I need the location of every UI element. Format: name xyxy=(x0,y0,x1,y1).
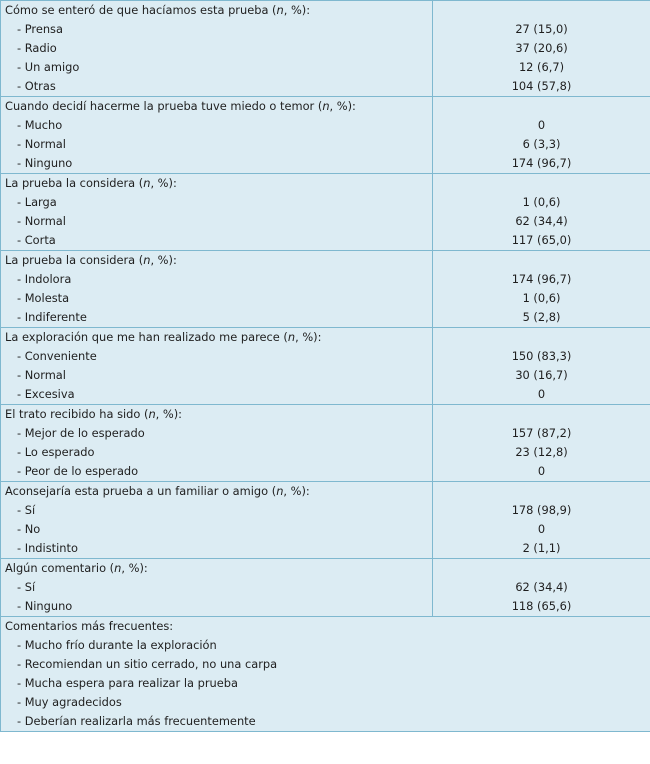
section-header-row xyxy=(1,405,650,425)
section-value-empty xyxy=(433,405,650,425)
section-title-suffix: , %): xyxy=(329,99,356,113)
table-row xyxy=(1,116,650,135)
row-value: 178 (98,9) xyxy=(433,501,650,520)
row-label: - Ninguno xyxy=(1,154,433,174)
row-label: - Larga xyxy=(1,193,433,212)
row-label: - Indistinto xyxy=(1,539,433,559)
row-label: - Sí xyxy=(1,501,433,520)
n-symbol: n xyxy=(114,561,122,575)
table-row xyxy=(1,135,650,154)
row-label: - No xyxy=(1,520,433,539)
row-value: 104 (57,8) xyxy=(433,77,650,97)
row-value: 0 xyxy=(433,116,650,135)
section-header-row xyxy=(1,97,650,117)
row-value: 6 (3,3) xyxy=(433,135,650,154)
comment-text: - Deberían realizarla más frecuentemente xyxy=(1,712,650,732)
n-symbol: n xyxy=(322,99,330,113)
row-label: - Sí xyxy=(1,578,433,597)
row-value: 157 (87,2) xyxy=(433,424,650,443)
table-row xyxy=(1,231,650,251)
n-symbol: n xyxy=(143,176,151,190)
section-title-text: La exploración que me han realizado me parece ( xyxy=(5,330,288,344)
section-title xyxy=(1,405,433,425)
row-value: 174 (96,7) xyxy=(433,270,650,289)
row-label: - Corta xyxy=(1,231,433,251)
table-row xyxy=(1,20,650,39)
section-header-row xyxy=(1,328,650,348)
section-title-suffix: , %): xyxy=(150,176,177,190)
row-label: - Normal xyxy=(1,212,433,231)
row-value: 62 (34,4) xyxy=(433,212,650,231)
row-value: 117 (65,0) xyxy=(433,231,650,251)
n-symbol: n xyxy=(287,330,296,344)
section-header-row xyxy=(1,251,650,271)
table-row xyxy=(1,193,650,212)
row-value: 0 xyxy=(433,385,650,405)
section-title xyxy=(1,328,433,348)
comment-row xyxy=(1,693,650,712)
row-label: - Conveniente xyxy=(1,347,433,366)
n-symbol: n xyxy=(148,407,156,421)
n-symbol: n xyxy=(276,3,284,17)
comment-row xyxy=(1,655,650,674)
n-symbol: n xyxy=(276,484,284,498)
row-label: - Otras xyxy=(1,77,433,97)
table-row xyxy=(1,58,650,77)
table-row xyxy=(1,270,650,289)
table-row xyxy=(1,385,650,405)
row-value: 5 (2,8) xyxy=(433,308,650,328)
section-value-empty xyxy=(433,482,650,502)
row-value: 150 (83,3) xyxy=(433,347,650,366)
n-symbol: n xyxy=(143,253,151,267)
section-title xyxy=(1,97,433,117)
row-value: 1 (0,6) xyxy=(433,193,650,212)
table-row xyxy=(1,539,650,559)
section-value-empty xyxy=(433,328,650,348)
row-label: - Indiferente xyxy=(1,308,433,328)
section-title-suffix: , %): xyxy=(150,253,177,267)
row-value: 12 (6,7) xyxy=(433,58,650,77)
row-label: - Lo esperado xyxy=(1,443,433,462)
row-value: 62 (34,4) xyxy=(433,578,650,597)
row-label: - Prensa xyxy=(1,20,433,39)
row-label: - Normal xyxy=(1,366,433,385)
row-label: - Mejor de lo esperado xyxy=(1,424,433,443)
section-value-empty xyxy=(433,97,650,117)
comment-text: - Muy agradecidos xyxy=(1,693,650,712)
section-header-row xyxy=(1,482,650,502)
table-row xyxy=(1,154,650,174)
comment-text: - Mucha espera para realizar la prueba xyxy=(1,674,650,693)
table-row xyxy=(1,347,650,366)
comment-row xyxy=(1,674,650,693)
row-label: - Indolora xyxy=(1,270,433,289)
section-header-row xyxy=(1,174,650,194)
section-value-empty xyxy=(433,559,650,579)
row-value: 0 xyxy=(433,520,650,539)
row-label: - Ninguno xyxy=(1,597,433,617)
row-label: - Radio xyxy=(1,39,433,58)
section-value-empty xyxy=(433,1,650,21)
section-header-row xyxy=(1,1,650,21)
row-label: - Un amigo xyxy=(1,58,433,77)
comments-title: Comentarios más frecuentes: xyxy=(1,617,650,637)
table-row xyxy=(1,424,650,443)
table-row xyxy=(1,212,650,231)
table-row xyxy=(1,39,650,58)
table-row xyxy=(1,77,650,97)
table-row xyxy=(1,289,650,308)
section-title-text: Algún comentario ( xyxy=(5,561,115,575)
row-value: 37 (20,6) xyxy=(433,39,650,58)
comments-header-row xyxy=(1,617,650,637)
section-title-text: Aconsejaría esta prueba a un familiar o amigo ( xyxy=(5,484,277,498)
section-title-text: Cómo se enteró de que hacíamos esta prueba ( xyxy=(5,3,277,17)
section-title xyxy=(1,482,433,502)
section-title xyxy=(1,251,433,271)
comment-text: - Recomiendan un sitio cerrado, no una carpa xyxy=(1,655,650,674)
section-title-suffix: , %): xyxy=(295,330,322,344)
table-row xyxy=(1,520,650,539)
row-value: 23 (12,8) xyxy=(433,443,650,462)
table-body xyxy=(1,1,650,732)
table-row xyxy=(1,501,650,520)
section-value-empty xyxy=(433,174,650,194)
section-title-text: La prueba la considera ( xyxy=(5,176,144,190)
section-title xyxy=(1,1,433,21)
row-value: 2 (1,1) xyxy=(433,539,650,559)
row-value: 1 (0,6) xyxy=(433,289,650,308)
table-row xyxy=(1,578,650,597)
section-header-row xyxy=(1,559,650,579)
row-value: 30 (16,7) xyxy=(433,366,650,385)
table-row xyxy=(1,443,650,462)
section-title xyxy=(1,174,433,194)
section-title-text: El trato recibido ha sido ( xyxy=(5,407,149,421)
row-value: 0 xyxy=(433,462,650,482)
table-row xyxy=(1,597,650,617)
row-value: 118 (65,6) xyxy=(433,597,650,617)
table-row xyxy=(1,366,650,385)
comment-text: - Mucho frío durante la exploración xyxy=(1,636,650,655)
section-title-suffix: , %): xyxy=(283,3,311,17)
section-title-suffix: , %): xyxy=(155,407,183,421)
row-label: - Normal xyxy=(1,135,433,154)
row-value: 174 (96,7) xyxy=(433,154,650,174)
row-value: 27 (15,0) xyxy=(433,20,650,39)
section-value-empty xyxy=(433,251,650,271)
row-label: - Mucho xyxy=(1,116,433,135)
section-title-text: La prueba la considera ( xyxy=(5,253,144,267)
section-title-text: Cuando decidí hacerme la prueba tuve miedo o temor ( xyxy=(5,99,323,113)
section-title-suffix: , %): xyxy=(283,484,310,498)
row-label: - Peor de lo esperado xyxy=(1,462,433,482)
row-label: - Molesta xyxy=(1,289,433,308)
section-title xyxy=(1,559,433,579)
row-label: - Excesiva xyxy=(1,385,433,405)
table-row xyxy=(1,462,650,482)
comment-row xyxy=(1,712,650,732)
section-title-suffix: , %): xyxy=(121,561,148,575)
table-row xyxy=(1,308,650,328)
comment-row xyxy=(1,636,650,655)
